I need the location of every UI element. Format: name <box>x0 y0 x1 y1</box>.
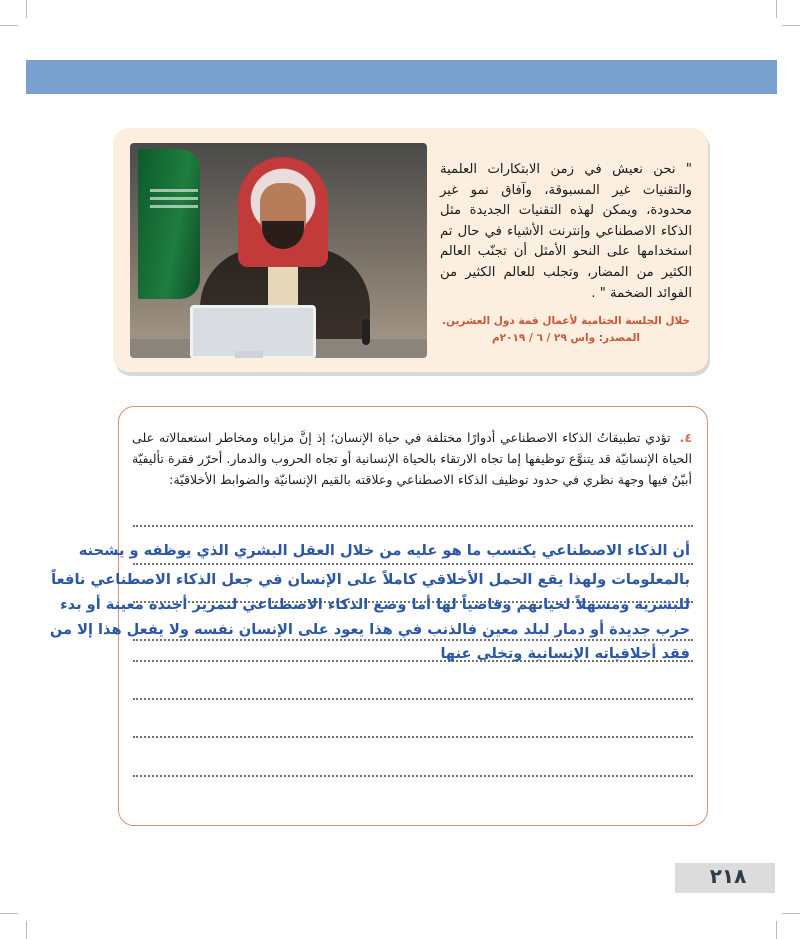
crop-mark <box>776 0 777 18</box>
question <box>132 427 692 490</box>
answer-line <box>133 775 693 777</box>
crop-mark <box>26 921 27 939</box>
quote-source <box>440 313 692 347</box>
answer-line <box>133 639 693 641</box>
microphone-shape <box>362 319 370 345</box>
answer-line <box>133 525 693 527</box>
question-number: ٤. <box>679 430 692 445</box>
crop-mark <box>26 0 27 18</box>
crop-mark <box>0 25 18 26</box>
answer-text-line: أن الذكاء الاصطناعي يكتسب ما هو عليه من خلال العقل البشري الذي يوظفه و يشحنه <box>78 542 690 559</box>
answer-text-line: حرب جديدة أو دمار لبلد معين فالذنب في هذا يعود على الإنسان نفسه ولا يفعل هذا إلا من <box>49 621 690 638</box>
crop-mark <box>782 913 800 914</box>
answer-text-line: فقد أخلاقياته الإنسانية وتخلى عنها <box>440 645 690 662</box>
answer-line <box>133 736 693 738</box>
quote-source-reference: المصدر: واس ٢٩ / ٦ / ٢٠١٩م <box>491 332 641 344</box>
answer-line <box>133 563 693 565</box>
leader-photo <box>130 143 427 358</box>
crop-mark <box>0 913 18 914</box>
page-number: ٢١٨ <box>709 864 747 888</box>
quote-source-event: خلال الجلسة الختامية لأعمال قمة دول العشرين. <box>442 315 690 327</box>
quote-text: " نحن نعيش في زمن الابتكارات العلمية والتقنيات غير المسبوقة، وآفاق نمو غير محدودة، ويمكن لهذه التقنيات الجديدة مثل الذكاء الاصطناعي وإنترنت الأشياء في حال تم استخدامها على النحو الأمثل أن تجنّب العالم الكثير من المضار، وتجلب للعالم الكثير من الفوائد الضخمة " . <box>440 162 692 301</box>
answer-text-line: بالمعلومات ولهذا يقع الحمل الأخلاقي كاملاً على الإنسان في جعل الذكاء الاصطناعي نافعاً <box>51 571 690 588</box>
answer-line <box>133 698 693 700</box>
question-text: تؤدي تطبيقاتُ الذكاء الاصطناعي أدوارًا مختلفة في حياة الإنسان؛ إذ إنَّ مزاياه ومخاطر استعمالاته على الحياة الإنسانيّة قد يتنوَّع توظيفها إما تجاه الارتقاء بالحياة الإنسانية أو تجاه الحروب والدمار. أحرّر فقرة تأليفيّة أبيّنُ فيها وجهة نظري في حدود توظيف الذكاء الاصطناعي وعلاقته بالقيم الإنسانيّة والضوابط الأخلاقيّة: <box>132 430 692 487</box>
flag-illustration <box>138 149 200 299</box>
crop-mark <box>776 921 777 939</box>
header-band <box>26 60 777 94</box>
answer-text-line: للبشرية ومسهلاً لحياتهم وقاضياً لها أما وضع الذكاء الاصطناعي لتمرير أجندة معينة أو بدء <box>60 596 690 613</box>
crop-mark <box>782 25 800 26</box>
